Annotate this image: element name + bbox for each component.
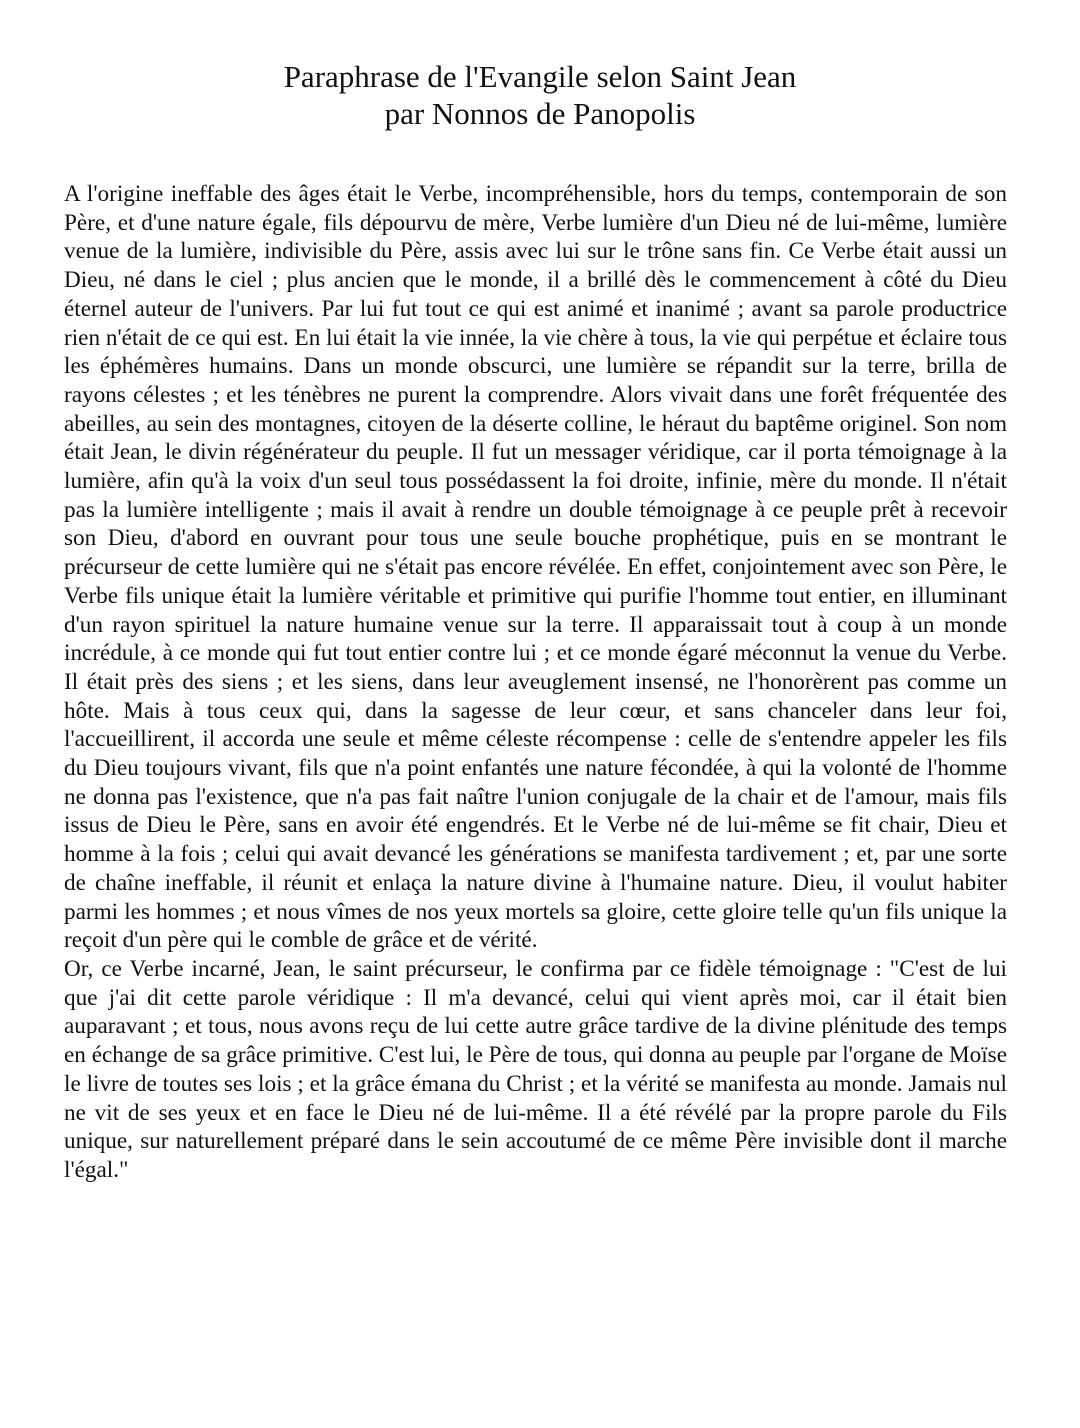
document-body	[64, 180, 1007, 1185]
paragraph-1: A l'origine ineffable des âges était le Verbe, incompréhensible, hors du temps, contemporain de son Père, et d'une nature égale, fils dépourvu de mère, Verbe lumière d'un Dieu né de lui-même, lumière venue de la lumière, indivisible du Père, assis avec lui sur le trône sans fin. Ce Verbe était aussi un Dieu, né dans le ciel ; plus ancien que le monde, il a brillé dès le commencement à côté du Dieu éternel auteur de l'univers. Par lui fut tout ce qui est animé et inanimé ; avant sa parole productrice rien n'était de ce qui est. En lui était la vie innée, la vie chère à tous, la vie qui perpétue et éclaire tous les éphémères humains. Dans un monde obscurci, une lumière se répandit sur la terre, brilla de rayons célestes ; et les ténèbres ne purent la comprendre. Alors vivait dans une forêt fréquentée des abeilles, au sein des montagnes, citoyen de la déserte colline, le héraut du baptême originel. Son nom était Jean, le divin régénérateur du peuple. Il fut un messager véridique, car il porta témoignage à la lumière, afin qu'à la voix d'un seul tous possédassent la foi droite, infinie, mère du monde. Il n'était pas la lumière intelligente ; mais il avait à rendre un double témoignage à ce peuple prêt à recevoir son Dieu, d'abord en ouvrant pour tous une seule bouche prophétique, puis en se montrant le précurseur de cette lumière qui ne s'était pas encore révélée. En effet, conjointement avec son Père, le Verbe fils unique était la lumière véritable et primitive qui purifie l'homme tout entier, en illuminant d'un rayon spirituel la nature humaine venue sur la terre. Il apparaissait tout à coup à un monde incrédule, à ce monde qui fut tout entier contre lui ; et ce monde égaré méconnut la venue du Verbe. Il était près des siens ; et les siens, dans leur aveuglement insensé, ne l'honorèrent pas comme un hôte. Mais à tous ceux qui, dans la sagesse de leur cœur, et sans chanceler dans leur foi, l'accueillirent, il accorda une seule et même céleste récompense : celle de s'entendre appeler les fils du Dieu toujours vivant, fils que n'a point enfantés une nature fécondée, à qui la volonté de l'homme ne donna pas l'existence, que n'a pas fait naître l'union conjugale de la chair et de l'amour, mais fils issus de Dieu le Père, sans en avoir été engendrés. Et le Verbe né de lui-même se fit chair, Dieu et homme à la fois ; celui qui avait devancé les générations se manifesta tardivement ; et, par une sorte de chaîne ineffable, il réunit et enlaça la nature divine à l'humaine nature. Dieu, il voulut habiter parmi les hommes ; et nous vîmes de nos yeux mortels sa gloire, cette gloire telle qu'un fils unique la reçoit d'un père qui le comble de grâce et de vérité.	[64, 181, 1007, 954]
title-line-2: par Nonnos de Panopolis	[384, 96, 696, 131]
paragraph-2: Or, ce Verbe incarné, Jean, le saint précurseur, le confirma par ce fidèle témoignage : "C'est de lui que j'ai dit cette parole véridique : Il m'a devancé, celui qui vient après moi, car il était bien auparavant ; et tous, nous avons reçu de lui cette autre grâce tardive de la divine plénitude des temps en échange de sa grâce primitive. C'est lui, le Père de tous, qui donna au peuple par l'organe de Moïse le livre de toutes ses lois ; et la grâce émana du Christ ; et la vérité se manifesta au monde. Jamais nul ne vit de ses yeux et en face le Dieu né de lui-même. Il a été révélé par la propre parole du Fils unique, sur naturellement préparé dans le sein accoutumé de ce même Père invisible dont il marche l'égal."	[64, 955, 1007, 1183]
document-title	[0, 58, 1080, 132]
title-line-1: Paraphrase de l'Evangile selon Saint Jean	[283, 59, 797, 94]
